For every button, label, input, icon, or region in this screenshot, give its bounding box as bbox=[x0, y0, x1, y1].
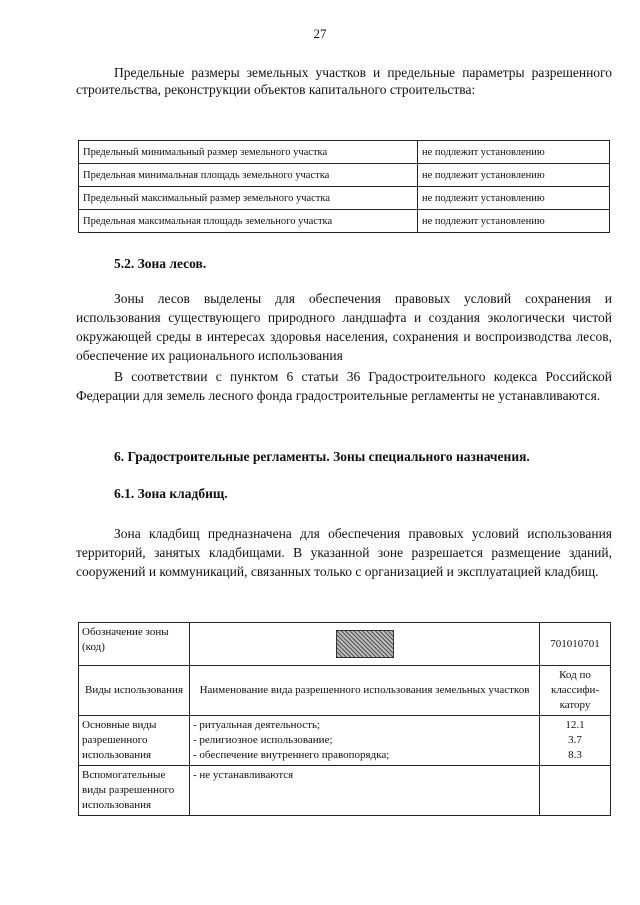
param-label: Предельный максимальный размер земельного участка bbox=[79, 187, 418, 210]
redacted-stamp bbox=[336, 630, 394, 658]
zone-table bbox=[78, 622, 611, 816]
classifier-code: 3.7 bbox=[568, 734, 582, 746]
list-item: - ритуальная деятельность; bbox=[193, 719, 321, 731]
uses-cell bbox=[190, 766, 540, 816]
uses-cell bbox=[190, 716, 540, 766]
section-heading-special-zones: 6. Градостроительные регламенты. Зоны специального назначения. bbox=[114, 449, 530, 464]
table-row bbox=[79, 766, 611, 816]
param-value: не подлежит установлению bbox=[418, 164, 610, 187]
use-type-cell: Основные виды разрешенного использования bbox=[79, 716, 190, 766]
section-heading-forests: 5.2. Зона лесов. bbox=[114, 256, 207, 271]
intro-paragraph: Предельные размеры земельных участков и предельные параметры разрешенного строительства, реконструкции объектов капитального строительства: bbox=[76, 65, 612, 97]
table-row bbox=[79, 716, 611, 766]
use-type-cell: Вспомогательные виды разрешенного использования bbox=[79, 766, 190, 816]
param-value: не подлежит установлению bbox=[418, 187, 610, 210]
zone-label-cell: Обозначение зоны (код) bbox=[79, 623, 190, 666]
param-value: не подлежит установлению bbox=[418, 210, 610, 233]
codes-cell bbox=[540, 716, 611, 766]
list-item: - не устанавливаются bbox=[193, 769, 294, 781]
param-value: не подлежит установлению bbox=[418, 141, 610, 164]
column-header: Наименование вида разрешенного использования земельных участков bbox=[190, 666, 540, 716]
table-row bbox=[79, 141, 610, 164]
params-table bbox=[78, 140, 610, 233]
table-row bbox=[79, 187, 610, 210]
forests-paragraph-2: В соответствии с пунктом 6 статьи 36 Градостроительного кодекса Российской Федерации для земель лесного фонда градостроительные регламенты не устанавливаются. bbox=[76, 369, 612, 403]
classifier-code: 8.3 bbox=[568, 749, 582, 761]
param-label: Предельная минимальная площадь земельного участка bbox=[79, 164, 418, 187]
column-header: Код по классифи-катору bbox=[540, 666, 611, 716]
section-heading-cemeteries: 6.1. Зона кладбищ. bbox=[114, 486, 228, 501]
page-number: 27 bbox=[313, 26, 327, 41]
zone-code-cell: 701010701 bbox=[540, 623, 611, 666]
param-label: Предельная максимальная площадь земельного участка bbox=[79, 210, 418, 233]
param-label: Предельный минимальный размер земельного участка bbox=[79, 141, 418, 164]
forests-paragraph-1: Зоны лесов выделены для обеспечения правовых условий сохранения и использования существующего природного ландшафта и создания экологически чистой окружающей среды в интересах здоровья населения, сохранения и воспроизводства лесов, обеспечение их рационального использования bbox=[76, 291, 612, 363]
classifier-code: 12.1 bbox=[565, 719, 585, 731]
table-row bbox=[79, 666, 611, 716]
list-item: - религиозное использование; bbox=[193, 734, 333, 746]
table-row bbox=[79, 623, 611, 666]
codes-cell bbox=[540, 766, 611, 816]
table-row bbox=[79, 210, 610, 233]
cemeteries-paragraph: Зона кладбищ предназначена для обеспечения правовых условий использования территорий, занятых кладбищами. В указанной зоне разрешается размещение зданий, сооружений и коммуникаций, связанных только с организацией и эксплуатацией кладбищ. bbox=[76, 526, 612, 579]
zone-stamp-cell bbox=[190, 623, 540, 666]
table-row bbox=[79, 164, 610, 187]
column-header: Виды использования bbox=[79, 666, 190, 716]
list-item: - обеспечение внутреннего правопорядка; bbox=[193, 749, 390, 761]
